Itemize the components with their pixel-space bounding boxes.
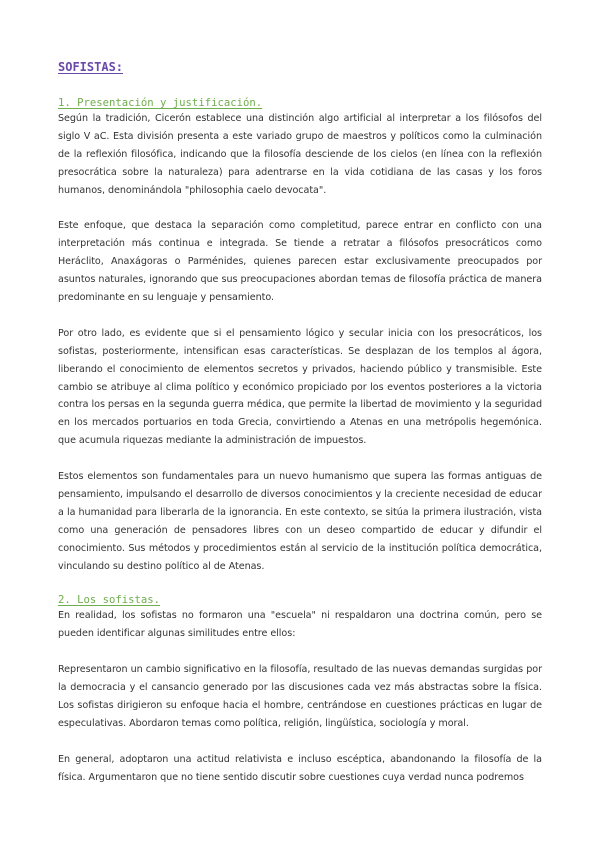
document-title: SOFISTAS: (58, 60, 124, 74)
paragraph: Representaron un cambio significativo en la filosofía, resultado de las nuevas demandas surgidas por la democracia y el cansancio generado por las discusiones cada vez más abstractas sobre la física. Los sofistas dirigieron su enfoque hacia el hombre, centrándose en cuestiones prácticas en lugar de especulativas. Abordaron temas como política, religión, lingüística, sociología y moral. (58, 664, 542, 729)
document-body (58, 58, 542, 804)
paragraph: En realidad, los sofistas no formaron una "escuela" ni respaldaron una doctrina común, pero se pueden identificar algunas similitudes entre ellos: (58, 610, 542, 640)
section-heading: 2. Los sofistas. (58, 594, 161, 607)
section-presentacion (58, 96, 542, 576)
section-los-sofistas (58, 593, 542, 786)
paragraph: En general, adoptaron una actitud relativista e incluso escéptica, abandonando la filosofía de la física. Argumentaron que no tiene sentido discutir sobre cuestiones cuya verdad nunca podremos (58, 753, 542, 783)
section-heading: 1. Presentación y justificación. (58, 97, 263, 109)
paragraph: Este enfoque, que destaca la separación como completitud, parece entrar en conflicto con una interpretación más continua e integrada. Se tiende a retratar a filósofos presocráticos como Heráclito, Anaxágoras o Parménides, quienes parecen estar exclusivamente preocupados por asuntos naturales, ignorando que sus preocupaciones abordan temas de filosofía práctica de manera predominante en su lenguaje y pensamiento. (58, 220, 542, 304)
paragraph: Estos elementos son fundamentales para un nuevo humanismo que supera las formas antiguas de pensamiento, impulsando el desarrollo de diversos conocimientos y la creciente necesidad de educar a la humanidad para liberarla de la ignorancia. En este contexto, se sitúa la primera ilustración, vista como una generación de pensadores libres con un deseo compartido de educar y difundir el conocimiento. Sus métodos y procedimientos están al servicio de la institución política democrática, vinculando su destino político al de Atenas. (58, 471, 542, 572)
paragraph: Según la tradición, Cicerón establece una distinción algo artificial al interpretar a los filósofos del siglo V aC. Esta división presenta a este variado grupo de maestros y políticos como la culminación de la reflexión filosófica, indicando que la filosofía desciende de los cielos (en línea con la reflexión presocrática sobre la naturaleza) para adentrarse en la vida cotidiana de las casas y los foros humanos, denominándola "philosophia caelo devocata". (58, 113, 542, 196)
paragraph: Por otro lado, es evidente que si el pensamiento lógico y secular inicia con los presocráticos, los sofistas, posteriormente, intensifican esas características. Se desplazan de los templos al ágora, liberando el conocimiento de elementos secretos y privados, haciendo público y transmisible. Este cambio se atribuye al clima político y económico propiciado por los eventos posteriores a la victoria contra los persas en la segunda guerra médica, que permite la libertad de movimiento y la seguridad en los mercados portuarios en toda Grecia, convirtiendo a Atenas en una metrópolis hegemónica. que acumula riquezas mediante la administración de impuestos. (58, 327, 542, 447)
